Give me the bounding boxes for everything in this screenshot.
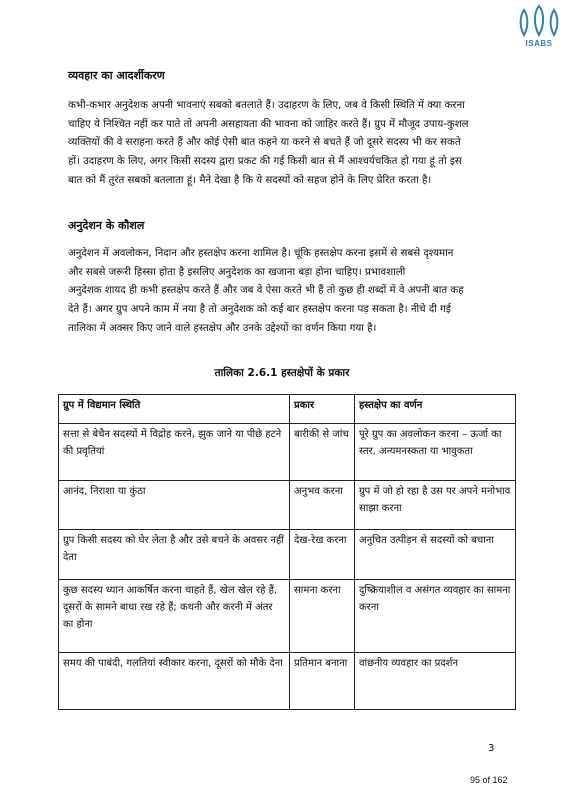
cell-type: देख-रेख करना [290,530,355,580]
table-title: तालिका 2.6.1 हस्तक्षेपों के प्रकार [214,367,350,379]
section-heading-skills: अनुदेशन के कौशल [68,219,145,232]
figures-logo-icon [515,4,563,38]
table-row [59,481,516,530]
page-count: 95 of 162 [470,775,508,785]
table-header-row [59,395,516,424]
page-number: 3 [488,743,495,754]
section-heading-idealization: व्यवहार का आदर्शीकरण [68,69,165,82]
cell-description: वांछनीय व्यवहार का प्रदर्शन [355,653,516,710]
cell-description: पूरे ग्रुप का अवलोकन करना – ऊर्जा का स्तर, अन्यमनस्कता या भावुकता [355,424,516,481]
text-line: देते हैं। अगर ग्रुप अपने काम में नया है तो अनुदेशक को कई बार हस्तक्षेप करना पड़ सकता है। नीचे दी गई [68,304,451,316]
cell-type: बारीकी से जांच [290,424,355,481]
cell-situation: सत्ता से बेचैन सदस्यों में विद्रोह करने, झुक जाने या पीछे हटने की प्रवृतियां [59,424,290,481]
table-row [59,580,516,653]
table-row [59,530,516,580]
cell-type: अनुभव करना [290,481,355,530]
header-situation: ग्रुप में विद्यमान स्थिति [59,395,290,424]
cell-situation: समय की पाबंदी, गलतियां स्वीकार करना, दूसरों को मौके देना [59,653,290,710]
cell-situation: ग्रुप किसी सदस्य को घेर लेता है और उसे बचने के अवसर नहीं देता [59,530,290,580]
text-line: कभी-कभार अनुदेशक अपनी भावनाएं सबको बतलाते हैं। उदाहरण के लिए, जब वे किसी स्थिति में क्या करना [68,100,465,111]
cell-description: दुष्क्रियाशील व असंगत व्यवहार का सामना करना [355,580,516,653]
header-description: हस्तक्षेप का वर्णन [355,395,516,424]
header-type: प्रकार [290,395,355,424]
text-line: व्यक्तियों की वे सराहना करते हैं और कोई ऐसी बात कहने या करने से बचते हैं जो दूसरे सदस्य भी कर सकते [68,137,461,149]
logo-text: ISABS [525,39,553,48]
text-line: अनुदेशक शायद ही कभी हस्तक्षेप करते हैं और जब वे ऐसा करते भी हैं तो कुछ ही शब्दों में वे अपनी बात कह [68,285,464,297]
cell-description: ग्रुप में जो हो रहा है उस पर अपने मनोभाव साझा करना [355,481,516,530]
interventions-table [58,394,516,710]
paragraph-skills [68,245,488,339]
paragraph-idealization [68,97,488,191]
cell-description: अनुचित उत्पीड़न से सदस्यों को बचाना [355,530,516,580]
table-row [59,653,516,710]
text-line: तालिका में अक्सर किए जाने वाले हस्तक्षेप और उनके उद्देश्यों का वर्णन किया गया है। [68,322,377,334]
text-line: बात को मैं तुरंत सबको बतलाता हूं। मैने देखा है कि ये सदस्यों को सहज होने के लिए प्रेरित करता है। [68,174,432,186]
isabs-logo [515,4,563,50]
cell-situation: कुछ सदस्य ध्यान आकर्षित करना चाहते हैं, खेल खेल रहे हैं, दूसरों के सामने बाधा रख रहे हैं; कथनी और करनी में अंतर का होना [59,580,290,653]
text-line: अनुदेशन में अवलोकन, निदान और हस्तक्षेप करना शामिल है। चूंकि हस्तक्षेप करना इसमें से सबसे दृश्यमान [68,248,454,259]
text-line: हों। उदाहरण के लिए, अगर किसी सदस्य द्वारा प्रकट की गई किसी बात से मैं आश्चर्यचकित हो गया हूं तो इस [68,156,462,168]
cell-situation: आनंद, निराशा या कुंठा [59,481,290,530]
table-row [59,424,516,481]
text-line: चाहिए ये निश्चित नहीं कर पाते तो अपनी असहायता की भावना को जाहिर करते हैं। ग्रुप में मौजूद उपाय-कुशल [68,118,469,130]
cell-type: प्रतिमान बनाना [290,653,355,710]
cell-type: सामना करना [290,580,355,653]
text-line: और सबसे जरूरी हिस्सा होता है इसलिए अनुदेशक का खजाना बड़ा होना चाहिए। प्रभावशाली [68,266,406,278]
